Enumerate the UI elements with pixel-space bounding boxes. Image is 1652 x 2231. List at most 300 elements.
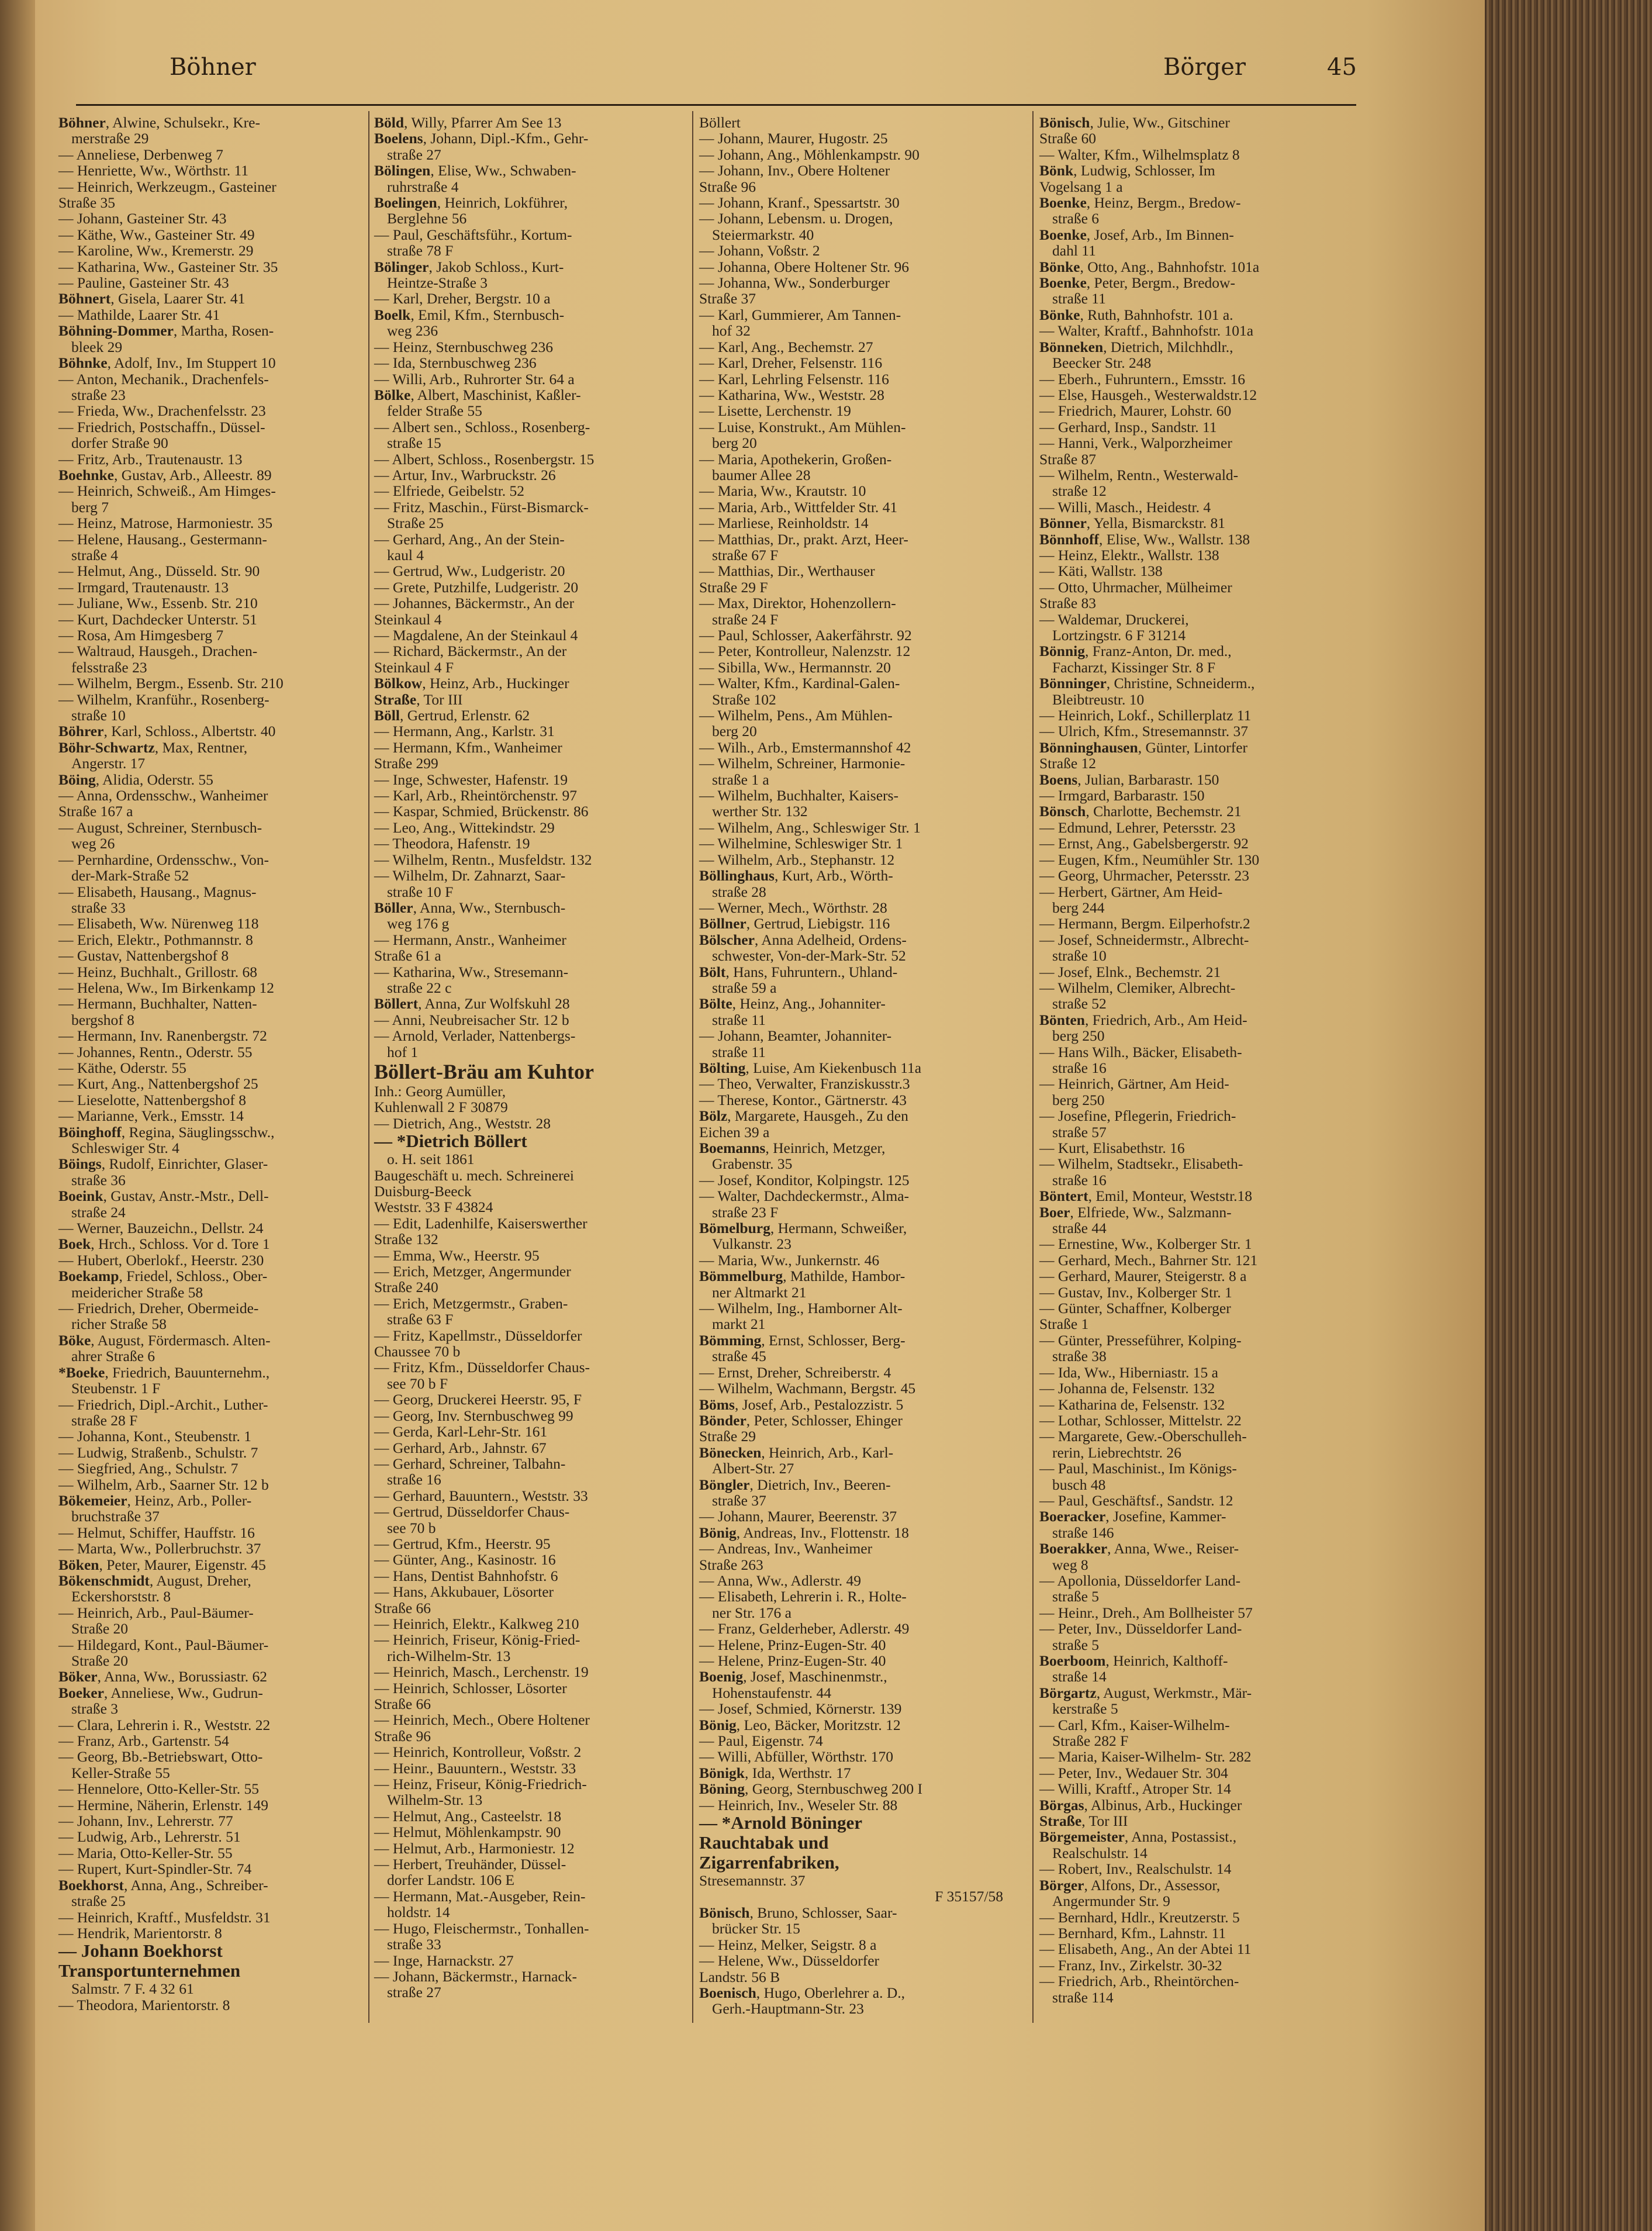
directory-entry-line: kerstraße 5 — [1052, 1700, 1118, 1718]
directory-entry-line: — Emma, Ww., Heerstr. 95 — [374, 1246, 540, 1264]
directory-entry-line: — Hermann, Ang., Karlstr. 31 — [374, 723, 555, 740]
directory-entry-line: — Hermann, Anstr., Wanheimer — [374, 931, 566, 948]
ad-line: Baugeschäft u. mech. Schreinerei — [374, 1166, 574, 1184]
directory-entry-line: — Matthias, Dir., Werthauser — [699, 562, 875, 580]
directory-entry-line: — Heinrich, Schlosser, Lösorter — [374, 1679, 567, 1697]
directory-entry-line: — Wilhelm, Ang., Schleswiger Str. 1 — [699, 819, 921, 836]
directory-entry-line: Berglehne 56 — [387, 210, 467, 227]
directory-entry-line: straße 11 — [712, 1043, 766, 1061]
directory-entry-line: — Fritz, Arb., Trautenaustr. 13 — [58, 450, 243, 468]
directory-entry-line: — Helmut, Möhlenkampstr. 90 — [374, 1824, 561, 1841]
directory-entry-line: — Hans Wilh., Bäcker, Elisabeth- — [1039, 1043, 1242, 1061]
directory-entry-line: — Bernhard, Kfm., Lahnstr. 11 — [1039, 1924, 1226, 1942]
directory-entry-line: — Paul, Maschinist., Im Königs- — [1039, 1460, 1237, 1477]
ad-line: Kuhlenwall 2 F 30879 — [374, 1099, 508, 1116]
ad-line: Weststr. 33 F 43824 — [374, 1199, 493, 1216]
directory-entry-line: Böllert, Anna, Zur Wolfskuhl 28 — [374, 995, 570, 1013]
directory-entry-line: — Johanna, Kont., Steubenstr. 1 — [58, 1428, 252, 1445]
directory-entry-line: — Heinrich, Elektr., Kalkweg 210 — [374, 1615, 579, 1632]
directory-entry-line: straße 146 — [1052, 1524, 1114, 1541]
directory-entry-line: Böngler, Dietrich, Inv., Beeren- — [699, 1476, 891, 1493]
directory-entry-line: Schleswiger Str. 4 — [71, 1139, 179, 1156]
directory-entry-line: — Johann, Maurer, Hugostr. 25 — [699, 130, 888, 147]
directory-entry-line: — Wilhelm, Bergm., Essenb. Str. 210 — [58, 675, 284, 692]
directory-entry-line: Böke, August, Fördermasch. Alten- — [58, 1331, 271, 1349]
page-number: 45 — [1327, 54, 1357, 81]
directory-entry-line: — Elisabeth, Ang., An der Abtei 11 — [1039, 1940, 1252, 1958]
directory-entry-line: — Käti, Wallstr. 138 — [1039, 562, 1163, 580]
directory-entry-line: — Günter, Presseführer, Kolping- — [1039, 1331, 1242, 1349]
directory-entry-line: Börgartz, August, Werkmstr., Mär- — [1039, 1684, 1252, 1701]
boellert-braeu-ad-title: Böllert-Bräu am Kuhtor — [374, 1059, 594, 1083]
column-2-entries-cont — [374, 1215, 701, 2001]
directory-entry-line: berg 20 — [712, 723, 757, 740]
directory-entry-line: Bönig, Andreas, Inv., Flottenstr. 18 — [699, 1524, 909, 1541]
directory-entry-line: — Kurt, Dachdecker Unterstr. 51 — [58, 610, 257, 628]
directory-entry-line: — Edmund, Lehrer, Petersstr. 23 — [1039, 819, 1236, 836]
directory-entry-line: Böken, Peter, Maurer, Eigenstr. 45 — [58, 1556, 266, 1573]
directory-entry-line: — Helmut, Arb., Harmoniestr. 12 — [374, 1839, 575, 1857]
directory-entry-line: — Pernhardine, Ordensschw., Von- — [58, 851, 269, 868]
directory-entry-line: — Anton, Mechanik., Drachenfels- — [58, 370, 269, 388]
directory-entry-line: Straße, Tor III — [374, 690, 463, 708]
directory-entry-line: Wilhelm-Str. 13 — [387, 1791, 483, 1809]
ad-line: F 35157/58 — [935, 1888, 1003, 1905]
directory-entry-line: — Hermann, Buchhalter, Natten- — [58, 995, 257, 1013]
directory-entry-line: straße 14 — [1052, 1668, 1107, 1686]
directory-entry-line: Straße 102 — [712, 690, 776, 708]
directory-entry-line: — Maria, Kaiser-Wilhelm- Str. 282 — [1039, 1748, 1252, 1766]
directory-entry-line: — Johanna de, Felsenstr. 132 — [1039, 1380, 1215, 1397]
directory-entry-line: — Johann, Voßstr. 2 — [699, 242, 820, 260]
directory-entry-line: — Heinz, Sternbuschweg 236 — [374, 338, 553, 355]
column-2-entries — [374, 115, 701, 1060]
directory-entry-line: — Katharina, Ww., Gasteiner Str. 35 — [58, 258, 278, 275]
boekhorst-ad-line: Salmstr. 7 F. 4 32 61 — [71, 1980, 194, 1998]
ad-line: o. H. seit 1861 — [387, 1151, 475, 1168]
directory-entry-line: straße 25 — [71, 1892, 126, 1910]
directory-entry-line: Bönisch, Julie, Ww., Gitschiner — [1039, 114, 1230, 131]
directory-entry-line: — Frieda, Ww., Drachenfelsstr. 23 — [58, 402, 266, 420]
directory-entry-line: Angermunder Str. 9 — [1052, 1892, 1170, 1910]
directory-entry-line: straße 3 — [71, 1700, 119, 1718]
directory-entry-line: Bönneken, Dietrich, Milchhdlr., — [1039, 338, 1233, 355]
directory-entry-line: Bölscher, Anna Adelheid, Ordens- — [699, 931, 907, 948]
directory-entry-line: Bölting, Luise, Am Kiekenbusch 11a — [699, 1059, 922, 1076]
directory-entry-line: — Gerda, Karl-Lehr-Str. 161 — [374, 1423, 548, 1441]
directory-entry-line: — Waltraud, Hausgeh., Drachen- — [58, 643, 258, 660]
directory-entry-line: — Walter, Kfm., Wilhelmsplatz 8 — [1039, 146, 1240, 163]
directory-entry-line: — Wilhelm, Pens., Am Mühlen- — [699, 707, 893, 724]
directory-entry-line: — Ernst, Ang., Gabelsbergerstr. 92 — [1039, 835, 1249, 852]
directory-entry-line: straße 11 — [712, 1011, 766, 1028]
directory-entry-line: Böllinghaus, Kurt, Arb., Wörth- — [699, 867, 893, 885]
directory-entry-line: straße 23 — [71, 386, 126, 403]
directory-entry-line: — Fritz, Maschin., Fürst-Bismarck- — [374, 498, 589, 516]
directory-entry-line: — Maria, Ww., Junkernstr. 46 — [699, 1251, 880, 1269]
directory-entry-line: ner Altmarkt 21 — [712, 1283, 807, 1301]
directory-entry-line: straße 10 F — [387, 883, 454, 900]
directory-entry-line: — Ludwig, Arb., Lehrerstr. 51 — [58, 1828, 241, 1846]
directory-entry-line: — Rupert, Kurt-Spindler-Str. 74 — [58, 1860, 252, 1878]
directory-entry-line: Bölte, Heinz, Ang., Johanniter- — [699, 995, 886, 1013]
directory-entry-line: Straße 263 — [699, 1556, 763, 1573]
directory-entry-line: Straße 83 — [1039, 595, 1097, 612]
directory-entry-line: — Wilhelm, Clemiker, Albrecht- — [1039, 979, 1236, 996]
directory-entry-line: — August, Schreiner, Sternbusch- — [58, 819, 262, 836]
directory-entry-line: Bömelburg, Hermann, Schweißer, — [699, 1220, 907, 1237]
directory-entry-line: Bölinger, Jakob Schloss., Kurt- — [374, 258, 564, 275]
directory-entry-line: — Herbert, Gärtner, Am Heid- — [1039, 883, 1223, 900]
directory-entry-line: — Helmut, Schiffer, Hauffstr. 16 — [58, 1524, 255, 1541]
directory-entry-line: — Heinr., Bauuntern., Weststr. 33 — [374, 1759, 576, 1777]
directory-entry-line: Bömmelburg, Mathilde, Hambor- — [699, 1268, 906, 1285]
directory-entry-line: — Gerhard, Ang., An der Stein- — [374, 530, 565, 548]
directory-entry-line: — Anna, Ordensschw., Wanheimer — [58, 787, 268, 804]
directory-entry-line: baumer Allee 28 — [712, 466, 811, 484]
directory-entry-line: — Helmut, Ang., Düsseld. Str. 90 — [58, 562, 260, 580]
directory-entry-line: Börgas, Albinus, Arb., Huckinger — [1039, 1796, 1242, 1814]
directory-entry-line: Bönner, Yella, Bismarckstr. 81 — [1039, 514, 1226, 532]
directory-entry-line: straße 24 F — [712, 610, 779, 628]
directory-entry-line: Albert-Str. 27 — [712, 1460, 794, 1477]
directory-entry-line: straße 114 — [1052, 1988, 1114, 2006]
directory-entry-line: Straße 240 — [374, 1279, 438, 1296]
directory-entry-line: straße 36 — [71, 1171, 126, 1189]
directory-entry-line: straße 33 — [387, 1936, 441, 1953]
directory-entry-line: Straße, Tor III — [1039, 1812, 1128, 1830]
directory-entry-line: — Heinrich, Kraftf., Musfeldstr. 31 — [58, 1908, 271, 1926]
directory-entry-line: — Paul, Schlosser, Aakerfährstr. 92 — [699, 627, 912, 644]
column-4 — [1039, 115, 1367, 2005]
directory-entry-line: busch 48 — [1052, 1476, 1106, 1493]
directory-entry-line: — Heinrich, Friseur, König-Fried- — [374, 1631, 580, 1649]
directory-entry-line: rich-Wilhelm-Str. 13 — [387, 1647, 511, 1664]
directory-entry-line: Bönecken, Heinrich, Arb., Karl- — [699, 1443, 894, 1461]
directory-entry-line: straße 67 F — [712, 546, 779, 564]
directory-entry-line: — Magdalene, An der Steinkaul 4 — [374, 627, 578, 644]
directory-entry-line: — Käthe, Oderstr. 55 — [58, 1059, 186, 1076]
directory-entry-line: — Heinrich, Kontrolleur, Voßstr. 2 — [374, 1743, 582, 1761]
directory-entry-line: — Karl, Dreher, Felsenstr. 116 — [699, 354, 883, 372]
directory-entry-line: — Walter, Kraftf., Bahnhofstr. 101a — [1039, 322, 1254, 340]
directory-entry-line: Straße 96 — [374, 1727, 431, 1745]
directory-entry-line: — Elisabeth, Lehrerin i. R., Holte- — [699, 1588, 907, 1605]
directory-entry-line: straße 44 — [1052, 1220, 1107, 1237]
directory-entry-line: Bölingen, Elise, Ww., Schwaben- — [374, 162, 576, 179]
directory-entry-line: Boeink, Gustav, Anstr.-Mstr., Dell- — [58, 1187, 269, 1205]
directory-entry-line: felsstraße 23 — [71, 658, 147, 676]
directory-entry-line: Böll, Gertrud, Erlenstr. 62 — [374, 707, 530, 724]
directory-entry-line: werther Str. 132 — [712, 803, 808, 820]
directory-entry-line: Boens, Julian, Barbarastr. 150 — [1039, 771, 1219, 788]
ad-line: Stresemannstr. 37 — [699, 1872, 806, 1890]
directory-entry-line: — Gertrud, Düsseldorfer Chaus- — [374, 1503, 570, 1521]
directory-entry-line: der-Mark-Straße 52 — [71, 867, 189, 885]
directory-entry-line: Keller-Straße 55 — [71, 1764, 170, 1781]
directory-entry-line: — Heinz, Friseur, König-Friedrich- — [374, 1776, 587, 1793]
left-guide-word: Böhner — [170, 54, 256, 81]
directory-entry-line: straße 24 — [71, 1203, 126, 1221]
directory-entry-line: — Heinrich, Gärtner, Am Heid- — [1039, 1075, 1229, 1093]
directory-entry-line: Bönke, Ruth, Bahnhofstr. 101 a. — [1039, 306, 1233, 323]
directory-entry-line: — Willi, Arb., Ruhrorter Str. 64 a — [374, 370, 575, 388]
directory-entry-line: — Peter, Inv., Wedauer Str. 304 — [1039, 1764, 1228, 1781]
directory-entry-line: — Gerhard, Arb., Jahnstr. 67 — [374, 1439, 547, 1456]
boekhorst-ad-line: — Johann Boekhorst — [58, 1940, 223, 1961]
directory-entry-line: — Arnold, Verlader, Nattenbergs- — [374, 1027, 576, 1045]
directory-entry-line: straße 12 — [1052, 482, 1107, 500]
directory-entry-line: — Karoline, Ww., Kremerstr. 29 — [58, 242, 254, 260]
directory-entry-line: straße 16 — [387, 1471, 441, 1489]
directory-entry-line: — Helene, Ww., Düsseldorfer — [699, 1952, 880, 1970]
directory-entry-line: — Wilhelm, Dr. Zahnarzt, Saar- — [374, 867, 566, 885]
directory-entry-line: straße 45 — [712, 1348, 766, 1365]
directory-entry-line: bergshof 8 — [71, 1011, 134, 1028]
directory-entry-line: straße 10 — [71, 707, 126, 724]
directory-entry-line: — Hermann, Kfm., Wanheimer — [374, 738, 562, 756]
directory-entry-line: Böllert — [699, 114, 741, 131]
directory-entry-line: — Karl, Ang., Bechemstr. 27 — [699, 338, 873, 355]
directory-entry-line: — Helene, Prinz-Eugen-Str. 40 — [699, 1652, 886, 1669]
directory-entry-line: Boenig, Josef, Maschinenmstr., — [699, 1668, 887, 1686]
directory-entry-line: — Erich, Metzger, Angermunder — [374, 1263, 571, 1280]
directory-entry-line: — Heinz, Buchhalt., Grillostr. 68 — [58, 963, 257, 980]
directory-entry-line: Börgemeister, Anna, Postassist., — [1039, 1828, 1237, 1846]
page-edges — [1485, 0, 1652, 2231]
directory-entry-line: — Albert sen., Schloss., Rosenberg- — [374, 418, 590, 436]
directory-entry-line: — Anni, Neubreisacher Str. 12 b — [374, 1011, 569, 1028]
directory-entry-line: hof 1 — [387, 1043, 419, 1061]
directory-entry-line: — Heinrich, Inv., Weseler Str. 88 — [699, 1796, 898, 1814]
directory-entry-line: — Wilhelm, Kranführ., Rosenberg- — [58, 690, 269, 708]
directory-entry-line: Straße 60 — [1039, 130, 1097, 147]
directory-entry-line: — Lothar, Schlosser, Mittelstr. 22 — [1039, 1411, 1242, 1429]
directory-entry-line: Böhnert, Gisela, Laarer Str. 41 — [58, 290, 246, 308]
directory-entry-line: — Kurt, Elisabethstr. 16 — [1039, 1139, 1185, 1156]
directory-entry-line: — Apollonia, Düsseldorfer Land- — [1039, 1572, 1241, 1589]
directory-entry-line: — Johann, Bäckermstr., Harnack- — [374, 1967, 577, 1985]
directory-entry-line: — Marianne, Verk., Emsstr. 14 — [58, 1107, 244, 1125]
directory-entry-line: — Wilhelm, Arb., Stephanstr. 12 — [699, 851, 895, 868]
directory-entry-line: — Eberh., Fuhruntern., Emsstr. 16 — [1039, 370, 1246, 388]
boellert-schreinerei-ad-title: — *Dietrich Böllert — [374, 1131, 527, 1152]
directory-entry-line: meidericher Straße 58 — [71, 1283, 203, 1301]
directory-entry-line: Böller, Anna, Ww., Sternbusch- — [374, 899, 566, 916]
directory-entry-line: kaul 4 — [387, 546, 424, 564]
directory-entry-line: Straße 167 a — [58, 803, 133, 820]
column-divider — [1032, 111, 1034, 2023]
directory-entry-line: — Ludwig, Straßenb., Schulstr. 7 — [58, 1443, 258, 1461]
directory-entry-line: — Robert, Inv., Realschulstr. 14 — [1039, 1860, 1232, 1878]
directory-entry-line: Bönten, Friedrich, Arb., Am Heid- — [1039, 1011, 1247, 1028]
directory-entry-line: Böld, Willy, Pfarrer Am See 13 — [374, 114, 562, 131]
directory-entry-line: — Katharina, Ww., Stresemann- — [374, 963, 569, 980]
directory-entry-line: — Elisabeth, Ww. Nürenweg 118 — [58, 915, 259, 933]
directory-entry-line: — Wilhelm, Schreiner, Harmonie- — [699, 755, 906, 772]
directory-entry-line: dorfer Landstr. 106 E — [387, 1871, 515, 1889]
directory-entry-line: — Hanni, Verk., Walporzheimer — [1039, 434, 1232, 452]
ad-line: Duisburg-Beeck — [374, 1183, 472, 1200]
directory-entry-line: — Hermann, Mat.-Ausgeber, Rein- — [374, 1887, 586, 1905]
directory-entry-line: Straße 132 — [374, 1231, 438, 1248]
directory-entry-line: straße 28 F — [71, 1411, 138, 1429]
directory-entry-line: Straße 29 — [699, 1428, 756, 1445]
boekhorst-ad-line: Transportunternehmen — [58, 1960, 241, 1981]
directory-entry-line: — Friedrich, Postschaffn., Düssel- — [58, 418, 265, 436]
directory-entry-line: straße 5 — [1052, 1588, 1100, 1605]
directory-entry-line: Chaussee 70 b — [374, 1343, 461, 1360]
directory-entry-line: Boerboom, Heinrich, Kalthoff- — [1039, 1652, 1228, 1669]
directory-entry-line: — Margarete, Gew.-Oberschulleh- — [1039, 1428, 1247, 1445]
directory-entry-line: Straße 12 — [1039, 755, 1097, 772]
directory-entry-line: straße 22 c — [387, 979, 452, 996]
directory-entry-line: — Gerhard, Insp., Sandstr. 11 — [1039, 418, 1217, 436]
directory-entry-line: Böllner, Gertrud, Liebigstr. 116 — [699, 915, 890, 933]
directory-entry-line: berg 20 — [712, 434, 757, 452]
directory-entry-line: Eichen 39 a — [699, 1123, 770, 1141]
directory-entry-line: — Josefine, Pflegerin, Friedrich- — [1039, 1107, 1236, 1125]
directory-entry-line: — Josef, Elnk., Bechemstr. 21 — [1039, 963, 1221, 980]
directory-entry-line: — Gustav, Inv., Kolberger Str. 1 — [1039, 1283, 1232, 1301]
column-3 — [699, 115, 1027, 2017]
directory-entry-line: bleek 29 — [71, 338, 123, 355]
directory-entry-line: — Ernst, Dreher, Schreiberstr. 4 — [699, 1363, 891, 1381]
directory-entry-line: — Franz, Inv., Zirkelstr. 30-32 — [1039, 1956, 1222, 1974]
directory-entry-line: — Johann, Kranf., Spessartstr. 30 — [699, 194, 900, 212]
directory-entry-line: straße 33 — [71, 899, 126, 916]
directory-entry-line: Bölke, Albert, Maschinist, Kaßler- — [374, 386, 581, 403]
ad-line: Inh.: Georg Aumüller, — [374, 1082, 506, 1100]
directory-entry-line: — Wilhelm, Rentn., Musfeldstr. 132 — [374, 851, 592, 868]
directory-entry-line: — Willi, Masch., Heidestr. 4 — [1039, 498, 1211, 516]
directory-entry-line: straße 16 — [1052, 1171, 1107, 1189]
directory-entry-line: Bökemeier, Heinz, Arb., Poller- — [58, 1491, 252, 1509]
directory-entry-line: — Friedrich, Dreher, Obermeide- — [58, 1300, 259, 1317]
directory-entry-line: Straße 25 — [387, 514, 444, 532]
directory-entry-line: berg 7 — [71, 498, 109, 516]
directory-entry-line: dorfer Straße 90 — [71, 434, 168, 452]
page-header — [170, 54, 1356, 95]
directory-entry-line: Straße 29 F — [699, 578, 768, 596]
directory-entry-line: — Georg, Inv. Sternbuschweg 99 — [374, 1407, 573, 1424]
directory-entry-line: — Juliane, Ww., Essenb. Str. 210 — [58, 595, 258, 612]
directory-entry-line: — Johanna, Ww., Sonderburger — [699, 274, 890, 292]
directory-entry-line: — Irmgard, Barbarastr. 150 — [1039, 787, 1205, 804]
directory-entry-line: Boenke, Peter, Bergm., Bredow- — [1039, 274, 1235, 292]
directory-entry-line: Steiermarkstr. 40 — [712, 226, 814, 243]
directory-entry-line: straße 27 — [387, 146, 441, 163]
directory-entry-line: straße 6 — [1052, 210, 1100, 227]
directory-entry-line: ahrer Straße 6 — [71, 1348, 155, 1365]
directory-entry-line: Straße 37 — [699, 290, 756, 308]
directory-entry-line: — Albert, Schloss., Rosenbergstr. 15 — [374, 450, 595, 468]
directory-entry-line: — Paul, Geschäftsf., Sandstr. 12 — [1039, 1491, 1233, 1509]
directory-entry-line: bruchstraße 37 — [71, 1508, 160, 1525]
directory-entry-line: Bönke, Otto, Ang., Bahnhofstr. 101a — [1039, 258, 1260, 275]
directory-entry-line: straße 27 — [387, 1984, 441, 2001]
directory-entry-line: Boekamp, Friedel, Schloss., Ober- — [58, 1268, 268, 1285]
directory-entry-line: — Inge, Harnackstr. 27 — [374, 1952, 514, 1969]
directory-entry-line: — Fritz, Kfm., Düsseldorfer Chaus- — [374, 1359, 590, 1376]
directory-entry-line: — Grete, Putzhilfe, Ludgeristr. 20 — [374, 578, 579, 596]
directory-entry-line: Vulkanstr. 23 — [712, 1235, 792, 1253]
directory-entry-line: Böhnke, Adolf, Inv., Im Stuppert 10 — [58, 354, 276, 372]
directory-entry-line: Grabenstr. 35 — [712, 1155, 793, 1173]
directory-entry-line: — Karl, Dreher, Bergstr. 10 a — [374, 290, 551, 308]
directory-entry-line: — Ulrich, Kfm., Stresemannstr. 37 — [1039, 723, 1248, 740]
directory-entry-line: — Peter, Inv., Düsseldorfer Land- — [1039, 1620, 1242, 1638]
directory-entry-line: — Gerhard, Maurer, Steigerstr. 8 a — [1039, 1268, 1247, 1285]
directory-entry-line: — Andreas, Inv., Wanheimer — [699, 1540, 873, 1557]
directory-entry-line: — Theo, Verwalter, Franziskusstr.3 — [699, 1075, 910, 1093]
directory-entry-line: Boelingen, Heinrich, Lokführer, — [374, 194, 568, 212]
directory-entry-line: — Marta, Ww., Pollerbruchstr. 37 — [58, 1540, 261, 1557]
directory-entry-line: Straße 66 — [374, 1695, 431, 1712]
directory-entry-line: Boeracker, Josefine, Kammer- — [1039, 1508, 1226, 1525]
directory-entry-line: holdstr. 14 — [387, 1904, 450, 1921]
directory-entry-line: weg 236 — [387, 322, 438, 340]
directory-entry-line: Boerakker, Anna, Wwe., Reiser- — [1039, 1540, 1239, 1557]
directory-entry-line: — Wilhelm, Ing., Hamborner Alt- — [699, 1300, 903, 1317]
directory-entry-line: — Mathilde, Laarer Str. 41 — [58, 306, 220, 323]
directory-entry-line: — Johannes, Bäckermstr., An der — [374, 595, 575, 612]
directory-entry-line: — Kaspar, Schmied, Brückenstr. 86 — [374, 803, 589, 820]
directory-entry-line: — Franz, Gelderheber, Adlerstr. 49 — [699, 1620, 910, 1638]
directory-entry-line: — Gerhard, Bauuntern., Weststr. 33 — [374, 1487, 588, 1504]
directory-entry-line: *Boeke, Friedrich, Bauunternehm., — [58, 1363, 270, 1381]
column-3-entries — [699, 115, 1027, 1813]
directory-entry-line: — Elisabeth, Hausang., Magnus- — [58, 883, 257, 900]
directory-entry-line: Straße 20 — [71, 1620, 129, 1638]
directory-entry-line: — Gertrud, Ww., Ludgeristr. 20 — [374, 562, 565, 580]
directory-entry-line: — Hans, Dentist Bahnhofstr. 6 — [374, 1567, 558, 1584]
directory-entry-line: Vogelsang 1 a — [1039, 178, 1123, 195]
directory-entry-line: Steinkaul 4 F — [374, 658, 454, 676]
directory-entry-line: — Ida, Ww., Hiberniastr. 15 a — [1039, 1363, 1218, 1381]
directory-entry-line: Bömming, Ernst, Schlosser, Berg- — [699, 1331, 906, 1349]
directory-entry-line: richer Straße 58 — [71, 1315, 167, 1333]
directory-entry-line: Böntert, Emil, Monteur, Weststr.18 — [1039, 1187, 1253, 1205]
directory-entry-line: — Karl, Lehrling Felsenstr. 116 — [699, 370, 889, 388]
directory-entry-line: — Karl, Gummierer, Am Tannen- — [699, 306, 901, 323]
directory-entry-line: Böning, Georg, Sternbuschweg 200 I — [699, 1780, 923, 1798]
directory-entry-line: — Josef, Schmied, Körnerstr. 139 — [699, 1700, 902, 1718]
directory-entry-line: — Walter, Dachdeckermstr., Alma- — [699, 1187, 910, 1205]
directory-entry-line: — Lisette, Lerchenstr. 19 — [699, 402, 851, 420]
directory-entry-line: — Otto, Uhrmacher, Mülheimer — [1039, 578, 1232, 596]
directory-entry-line: rerin, Liebrechtstr. 26 — [1052, 1443, 1181, 1461]
directory-entry-line: straße 37 — [712, 1491, 766, 1509]
directory-entry-line: Bönk, Ludwig, Schlosser, Im — [1039, 162, 1215, 179]
directory-entry-line: Straße 20 — [71, 1652, 129, 1669]
directory-entry-line: Boenke, Heinz, Bergm., Bredow- — [1039, 194, 1241, 212]
directory-entry-line: straße 23 F — [712, 1203, 779, 1221]
directory-entry-line: — Friedrich, Dipl.-Archit., Luther- — [58, 1396, 268, 1413]
directory-entry-line: — Heinrich, Masch., Lerchenstr. 19 — [374, 1663, 589, 1681]
directory-entry-line: — Clara, Lehrerin i. R., Weststr. 22 — [58, 1716, 271, 1733]
directory-entry-line: Bölkow, Heinz, Arb., Huckinger — [374, 675, 569, 692]
directory-entry-line: Bleibtreustr. 10 — [1052, 690, 1145, 708]
directory-entry-line: Böing, Alidia, Oderstr. 55 — [58, 771, 213, 788]
directory-entry-line: — Fritz, Kapellmstr., Düsseldorfer — [374, 1327, 582, 1344]
directory-entry-line: — Max, Direktor, Hohenzollern- — [699, 595, 896, 612]
directory-entry-line: — Heinrich, Werkzeugm., Gasteiner — [58, 178, 277, 195]
ad-line: — Dietrich, Ang., Weststr. 28 — [374, 1114, 551, 1132]
directory-entry-line: — Katharina, Ww., Weststr. 28 — [699, 386, 884, 403]
directory-entry-line: — Ernestine, Ww., Kolberger Str. 1 — [1039, 1235, 1252, 1253]
directory-entry-line: Beecker Str. 248 — [1052, 354, 1152, 372]
